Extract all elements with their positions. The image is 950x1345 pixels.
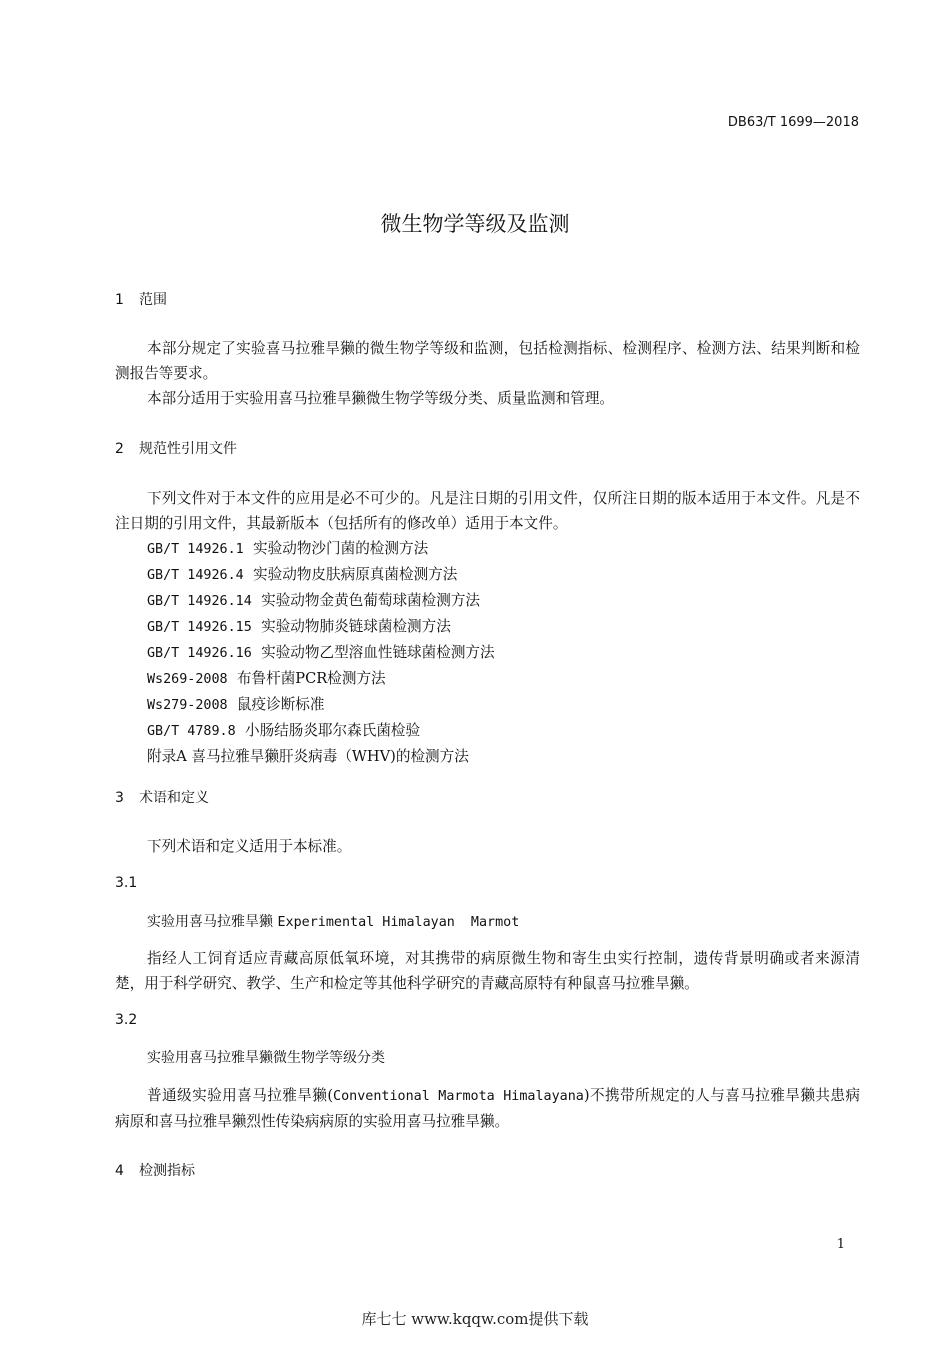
reference-code: Ws279-2008 [147, 698, 228, 713]
section-1-paragraph-2: 本部分适用于实验用喜马拉雅旱獭微生物学等级分类、质量监测和管理。 [147, 390, 615, 407]
reference-item [147, 536, 495, 562]
term-english: Experimental Himalayan Marmot [277, 915, 520, 930]
term-heading [147, 1047, 385, 1067]
term-heading [147, 911, 519, 931]
reference-code: Ws269-2008 [147, 672, 228, 687]
definition-suffix: )不携带所规定的人与喜马拉雅旱獭共患病病原和喜马拉雅旱獭烈性传染病病原的实验用喜马拉雅旱獭。 [115, 1087, 861, 1130]
term-definition [115, 1083, 860, 1134]
standard-code: DB63/T 1699—2018 [727, 115, 859, 130]
reference-item [147, 588, 495, 614]
reference-title: 喜马拉雅旱獭肝炎病毒（WHV)的检测方法 [191, 748, 469, 765]
section-3-heading [115, 787, 209, 807]
reference-title: 小肠结肠炎耶尔森氏菌检验 [244, 722, 421, 739]
normative-reference-list [147, 536, 495, 769]
section-1-heading [115, 289, 167, 309]
term-chinese: 实验用喜马拉雅旱獭 [147, 914, 273, 930]
reference-code: GB/T 14926.1 [147, 542, 244, 557]
reference-item [147, 562, 495, 588]
reference-title: 实验动物沙门菌的检测方法 [253, 540, 429, 557]
reference-code: GB/T 14926.15 [147, 620, 252, 635]
reference-item [147, 640, 495, 666]
section-number: 4 [115, 1163, 124, 1179]
reference-title: 实验动物肺炎链球菌检测方法 [261, 618, 451, 635]
section-2-intro: 下列文件对于本文件的应用是必不可少的。凡是注日期的引用文件，仅所注日期的版本适用于本文件。凡是不注日期的引用文件，其最新版本（包括所有的修改单）适用于本文件。 [115, 490, 860, 532]
term-definition: 指经人工饲育适应青藏高原低氧环境，对其携带的病原微生物和寄生虫实行控制，遗传背景明确或者来源清楚，用于科学研究、教学、生产和检定等其他科学研究的青藏高原特有种鼠喜马拉雅旱獭。 [115, 950, 860, 992]
section-number: 1 [115, 292, 124, 308]
reference-item [147, 718, 495, 744]
section-title: 检测指标 [139, 1163, 195, 1179]
section-number: 2 [115, 441, 124, 457]
reference-title: 鼠疫诊断标准 [236, 696, 325, 713]
page-number: 1 [836, 1237, 845, 1252]
reference-title: 实验动物金黄色葡萄球菌检测方法 [261, 592, 481, 609]
reference-title: 布鲁杆菌PCR检测方法 [236, 670, 386, 687]
section-title: 规范性引用文件 [139, 441, 237, 457]
section-title: 术语和定义 [139, 790, 209, 806]
term-chinese: 实验用喜马拉雅旱獭微生物学等级分类 [147, 1050, 385, 1066]
section-2-heading [115, 438, 237, 458]
definition-prefix: 普通级实验用喜马拉雅旱獭( [147, 1087, 334, 1104]
reference-title: 实验动物乙型溶血性链球菌检测方法 [261, 644, 495, 661]
section-4-heading [115, 1160, 195, 1180]
clause-number: 3.2 [115, 1012, 138, 1028]
reference-code: GB/T 14926.4 [147, 568, 244, 583]
section-title: 范围 [139, 292, 167, 308]
reference-title: 实验动物皮肤病原真菌检测方法 [253, 566, 458, 583]
definition-latin-name: Conventional Marmota Himalayana [333, 1089, 584, 1104]
reference-code: GB/T 14926.14 [147, 594, 252, 609]
document-title: 微生物学等级及监测 [380, 212, 570, 236]
section-1-paragraph-1: 本部分规定了实验喜马拉雅旱獭的微生物学等级和监测，包括检测指标、检测程序、检测方法、结果判断和检测报告等要求。 [115, 340, 860, 382]
reference-code: 附录A [147, 748, 187, 765]
reference-code: GB/T 4789.8 [147, 724, 236, 739]
clause-number: 3.1 [115, 875, 138, 891]
section-3-intro: 下列术语和定义适用于本标准。 [147, 838, 352, 855]
reference-item [147, 744, 495, 769]
reference-item [147, 666, 495, 692]
reference-code: GB/T 14926.16 [147, 646, 252, 661]
reference-item [147, 692, 495, 718]
download-footer: 库七七 www.kqqw.com提供下载 [361, 1310, 589, 1328]
reference-item [147, 614, 495, 640]
section-number: 3 [115, 790, 124, 806]
